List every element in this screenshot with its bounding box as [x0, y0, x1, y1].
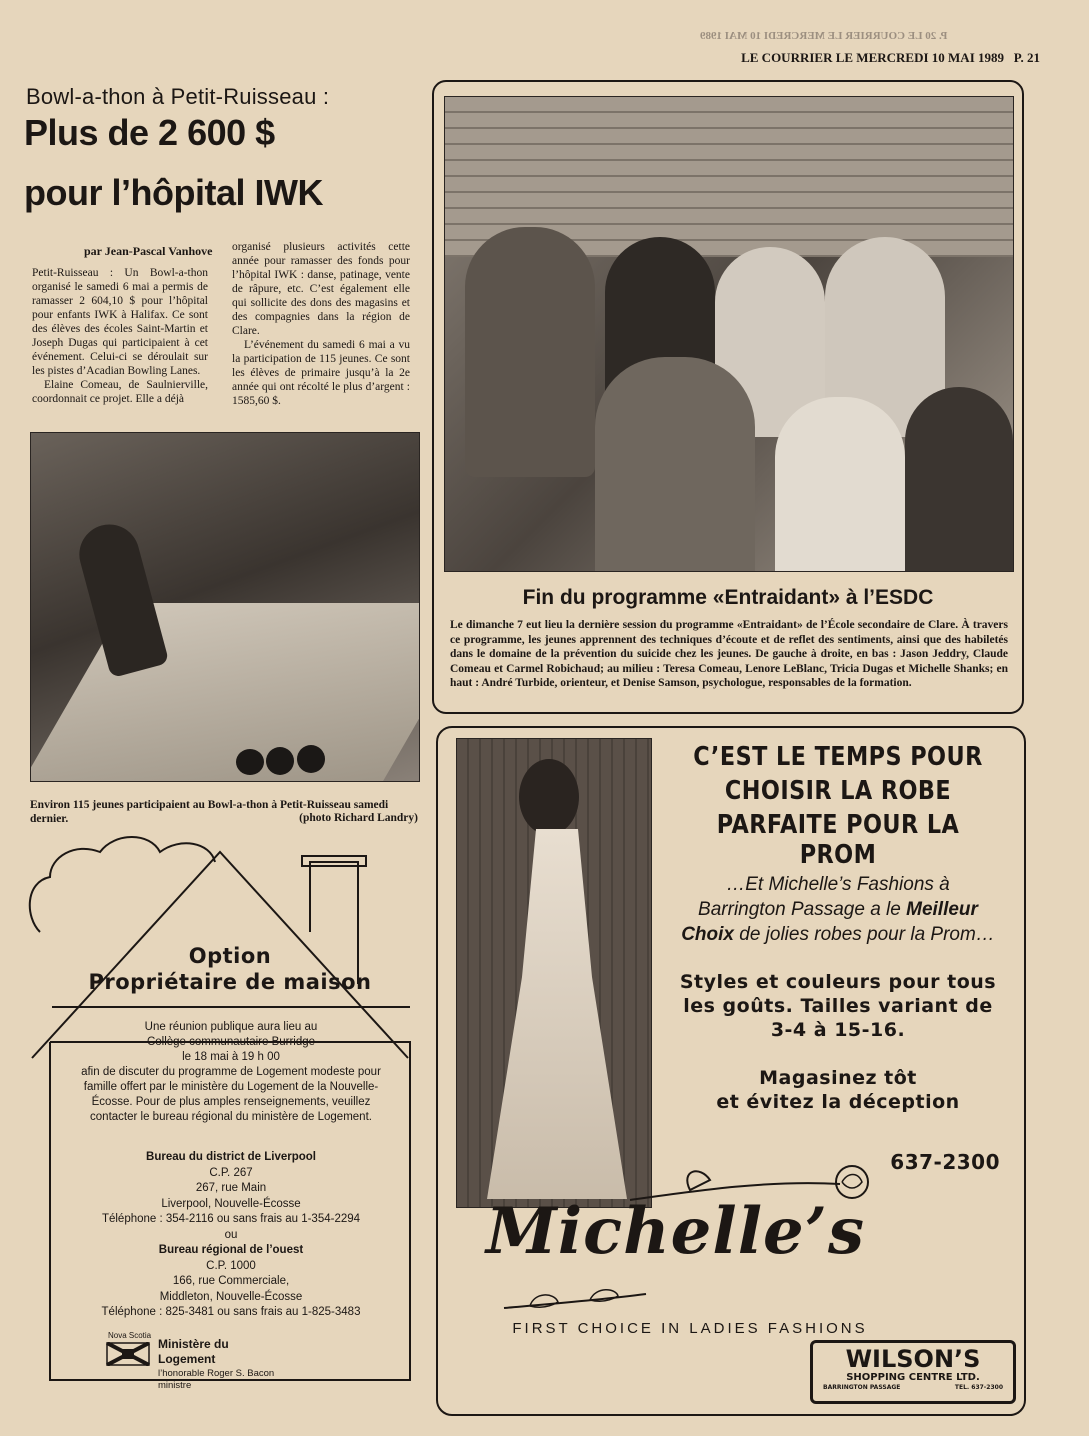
person-figure — [465, 227, 595, 477]
page-header-bleed: P. 20 LE COURRIER LE MERCREDI 10 MAI 1989 — [700, 30, 948, 42]
michelle-tagline: FIRST CHOICE IN LADIES FASHIONS — [512, 1320, 868, 1337]
wilsons-location: BARRINGTON PASSAGE — [823, 1384, 901, 1391]
housing-line: afin de discuter du programme de Logement modeste pour — [81, 1066, 381, 1078]
photo-credit: (photo Richard Landry) — [299, 812, 418, 824]
bowling-lane — [30, 603, 420, 782]
housing-line: Écosse. Pour de plus amples renseignements, veuillez — [91, 1096, 371, 1108]
michelle-headline-3: PARFAITE POUR LA PROM — [716, 810, 960, 870]
minister-title: ministre — [158, 1380, 192, 1391]
housing-divider — [52, 1006, 410, 1008]
leaf-branch-icon — [500, 1284, 650, 1314]
minister-name: l’honorable Roger S. Bacon — [158, 1368, 275, 1379]
bowling-ball — [266, 747, 294, 775]
office-line: C.P. 267 — [209, 1166, 253, 1179]
pitch-text: de jolies robes pour la Prom… — [733, 924, 995, 945]
styles-line: les goûts. Tailles variant de — [683, 995, 993, 1017]
housing-line: Une réunion publique aura lieu au — [144, 1021, 318, 1033]
housing-line: contacter le bureau régional du ministère de Logement. — [90, 1111, 372, 1123]
housing-line: Collège communautaire Burridge — [146, 1036, 316, 1048]
shop-line: Magasinez tôt — [759, 1067, 917, 1089]
nova-scotia-label: Nova Scotia — [108, 1331, 152, 1340]
prom-dress-photo — [456, 738, 652, 1208]
article-column-2 — [232, 240, 410, 408]
shop-line: et évitez la déception — [716, 1091, 960, 1113]
housing-line: le 18 mai à 19 h 00 — [182, 1051, 280, 1063]
pitch-emphasis: Meilleur — [906, 899, 978, 920]
housing-title-1: Option — [188, 944, 272, 968]
tree-cloud-outline — [30, 837, 215, 932]
person-figure — [595, 357, 755, 571]
housing-line: famille offert par le ministère du Logement de la Nouvelle- — [83, 1081, 379, 1093]
person-figure — [905, 387, 1013, 571]
photo-caption: Environ 115 jeunes participaient au Bowl-a-thon à Petit-Ruisseau samedi dernier. — [30, 799, 389, 825]
office-line: Liverpool, Nouvelle-Écosse — [161, 1197, 301, 1210]
wilsons-location-row — [813, 1384, 1013, 1391]
esdc-group-photo — [444, 96, 1014, 572]
bowling-photo — [30, 432, 420, 782]
housing-office-1 — [52, 1150, 410, 1321]
office-line: Téléphone : 825-3481 ou sans frais au 1-825-3483 — [101, 1306, 361, 1318]
office-line: C.P. 1000 — [206, 1259, 256, 1272]
bowling-ball — [236, 749, 264, 775]
person-figure — [775, 397, 905, 571]
office-or: ou — [224, 1228, 238, 1241]
wilsons-logo-box — [810, 1340, 1016, 1404]
office-title: Bureau régional de l’ouest — [158, 1244, 304, 1256]
office-line: Téléphone : 354-2116 ou sans frais au 1-354-2294 — [101, 1213, 361, 1225]
prom-dress — [487, 829, 627, 1199]
article-paragraph: organisé plusieurs activités cette année pour ramasser des fonds pour l’hôpital IWK : danse, patinage, vente de râpure, etc. C’est également elle qui sollicite des dons des magasins et des compagnies dans la région de Clare. — [232, 241, 410, 337]
michelle-logo: Michelle’s — [486, 1194, 866, 1269]
wilsons-name: WILSON’S — [845, 1345, 981, 1373]
michelle-headline-2: CHOISIR LA ROBE — [724, 776, 952, 806]
michelle-phone: 637-2300 — [890, 1150, 1000, 1174]
article-headline-line2: pour l’hôpital IWK — [24, 172, 323, 213]
wilsons-phone: TEL. 637-2300 — [954, 1384, 1003, 1391]
ministry-line-2: Logement — [158, 1352, 216, 1366]
article-paragraph: L’événement du samedi 6 mai a vu la participation de 115 jeunes. Ce sont les élèves de primaire jusqu’à la 2e année qui ont récolté le plus d’argent : 1585,60 $. — [232, 339, 410, 407]
pitch-line — [658, 922, 1018, 947]
pitch-line — [658, 897, 1018, 922]
page-header: LE COURRIER LE MERCREDI 10 MAI 1989 P. 21 — [741, 50, 1040, 65]
pitch-text: Barrington Passage a le — [698, 899, 907, 920]
michelle-shop-early — [658, 1066, 1018, 1114]
office-line: 267, rue Main — [195, 1182, 267, 1194]
pitch-emphasis: Choix — [681, 924, 734, 945]
bowler-figure — [73, 518, 170, 678]
styles-line: 3-4 à 15-16. — [770, 1019, 906, 1041]
article-headline-line1: Plus de 2 600 $ — [24, 112, 275, 153]
nova-scotia-flag-icon — [106, 1342, 150, 1366]
bowling-ball — [297, 745, 325, 773]
michelle-pitch — [658, 872, 1018, 947]
article-paragraph: Petit-Ruisseau : Un Bowl-a-thon organisé le samedi 6 mai a permis de ramasser 2 604,10 $ pour l’hôpital pour enfants IWK à Halifax. Ce sont des élèves des écoles Saint-Martin et Joseph Dugas qui participaient à cet événement. Celui-ci se déroulait sur les pistes d’Acadian Bowling Lanes. — [32, 267, 208, 377]
michelle-headline-1: C’EST LE TEMPS POUR — [693, 742, 983, 772]
article-byline: par Jean-Pascal Vanhove — [84, 244, 213, 258]
model-head — [519, 759, 579, 835]
esdc-headline: Fin du programme «Entraidant» à l’ESDC — [522, 586, 934, 609]
wilsons-subtitle: SHOPPING CENTRE LTD. — [846, 1372, 980, 1383]
housing-body — [52, 1020, 410, 1125]
article-column-1 — [32, 266, 208, 406]
office-line: Middleton, Nouvelle-Écosse — [159, 1290, 303, 1303]
housing-title-2: Propriétaire de maison — [88, 970, 372, 994]
office-title: Bureau du district de Liverpool — [146, 1151, 316, 1163]
michelle-styles — [658, 970, 1018, 1042]
office-line: 166, rue Commerciale, — [172, 1275, 290, 1287]
article-paragraph: Elaine Comeau, de Saulnierville, coordonnait ce projet. Elle a déjà — [32, 379, 208, 405]
pitch-line: …Et Michelle’s Fashions à — [726, 874, 950, 895]
article-kicker: Bowl-a-thon à Petit-Ruisseau : — [26, 84, 330, 109]
ministry-line-1: Ministère du — [158, 1337, 229, 1351]
styles-line: Styles et couleurs pour tous — [679, 971, 997, 993]
esdc-body: Le dimanche 7 eut lieu la dernière session du programme «Entraidant» de l’École secondaire de Clare. À travers ce programme, les jeunes apprennent des techniques d’écoute et de reflet des sentiments, ainsi que des habiletés dans le domaine de la prévention du suicide chez les jeunes. De gauche à droite, en bas : Jason Jeddry, Claude Comeau et Carmel Robichaud; au milieu : Teresa Comeau, Lenore LeBlanc, Tricia Dugas et Michelle Shanks; en haut : André Turbide, orienteur, et Denise Samson, psychologue, responsables de la formation. — [450, 619, 1008, 689]
